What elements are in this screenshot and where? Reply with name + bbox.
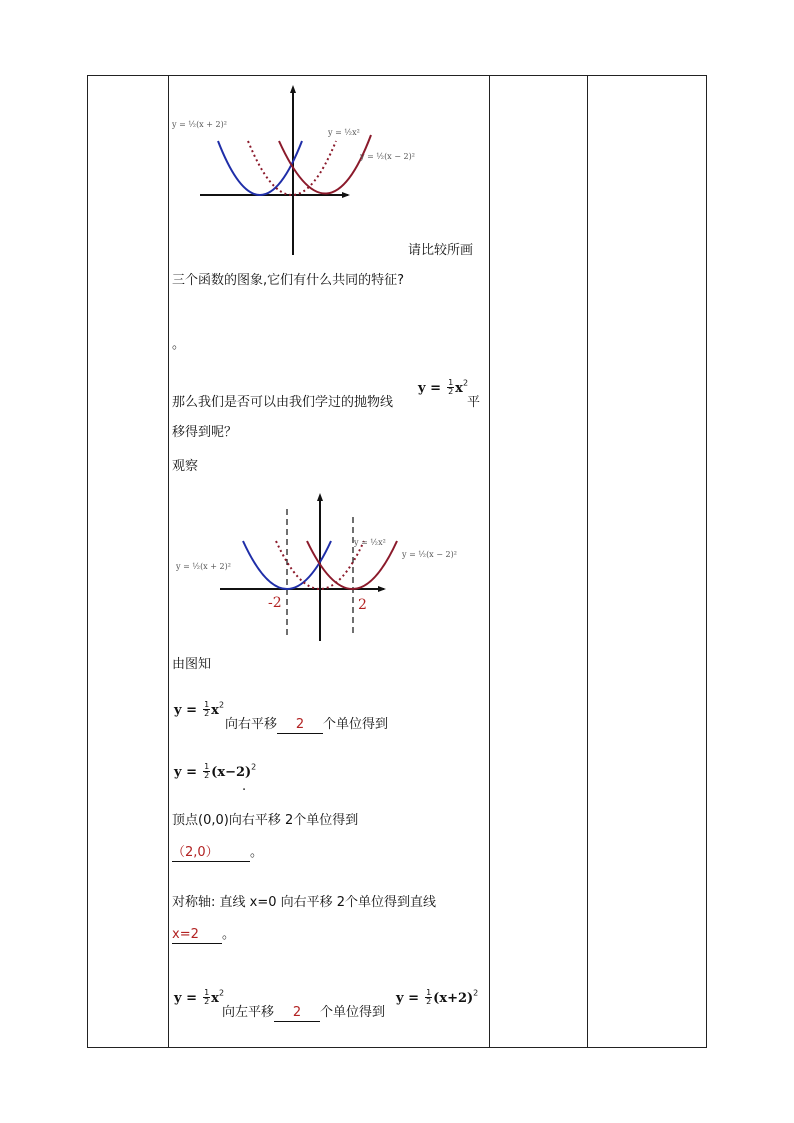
curve-left-shift <box>218 141 302 195</box>
axis-text: 对称轴: 直线 x=0 向右平移 2个单位得到直线 <box>172 895 437 910</box>
y-axis-arrow-icon <box>317 493 323 501</box>
x-axis-arrow-icon <box>378 586 386 592</box>
fraction-half: $\frac{1}{2}$ <box>204 700 210 718</box>
formula-base-parabola: y = $\frac{1}{2}$ $x^2$ <box>174 988 225 1006</box>
graph1-label-right: y = ½(x − 2)² <box>360 152 415 161</box>
question-text-c: 移得到呢？ <box>172 425 238 440</box>
shift-left-answer: 2 <box>274 1005 320 1022</box>
question-text-a: 那么我们是否可以由我们学过的抛物线 <box>172 395 394 410</box>
column-divider <box>587 76 588 1047</box>
lesson-content <box>168 75 488 1048</box>
formula-base-parabola: y = $\frac{1}{2}$ $x^2$ <box>174 700 225 718</box>
axis-answer: x=2 <box>172 927 222 944</box>
vertex-answer: （2,0） <box>172 845 250 862</box>
compare-text-tail: 请比较所画 <box>408 243 474 258</box>
x-axis-arrow-icon <box>342 192 350 198</box>
graph1-label-mid: y = ½x² <box>328 128 360 137</box>
observe-label: 观察 <box>172 459 199 474</box>
formula-left-shift: y = $\frac{1}{2}$ $(x+2)^2$ <box>396 988 479 1006</box>
dot-mark: . <box>242 779 247 794</box>
period-mark: 。 <box>172 337 186 352</box>
shift-left-label: 向左平移 2 个单位得到 <box>222 1005 386 1020</box>
formula-base-parabola: y = $\frac{1}{2}$ $x^2$ <box>418 378 469 396</box>
graph2-label-left: y = ½(x + 2)² <box>176 562 231 571</box>
axis-answer-line: x=2 。 <box>172 927 236 942</box>
fraction-half: $\frac{1}{2}$ <box>204 988 210 1006</box>
tick-label-2: 2 <box>358 597 367 613</box>
graph2-label-mid: y = ½x² <box>354 538 386 547</box>
fraction-half: $\frac{1}{2}$ <box>448 378 454 396</box>
from-graph-label: 由图知 <box>172 657 212 672</box>
graph1-label-left: y = ½(x + 2)² <box>172 120 227 129</box>
column-divider <box>489 76 490 1047</box>
shift-right-label: 向右平移 2 个单位得到 <box>225 717 389 732</box>
parabola-graph-2 <box>168 485 488 645</box>
fraction-half: $\frac{1}{2}$ <box>204 762 210 780</box>
tick-label-neg2: -2 <box>268 595 282 611</box>
question-text-b: 平 <box>467 395 481 410</box>
fraction-half: $\frac{1}{2}$ <box>426 988 432 1006</box>
y-axis-arrow-icon <box>290 85 296 93</box>
formula-right-shift: y = $\frac{1}{2}$ $(x-2)^2$ <box>174 762 257 780</box>
vertex-text: 顶点(0,0)向右平移 2个单位得到 <box>172 813 359 828</box>
compare-text: 三个函数的图象,它们有什么共同的特征? <box>172 273 405 288</box>
vertex-answer-line: （2,0） 。 <box>172 845 264 860</box>
graph2-label-right: y = ½(x − 2)² <box>402 550 457 559</box>
shift-right-answer: 2 <box>277 717 323 734</box>
parabola-graph-1 <box>168 83 488 263</box>
